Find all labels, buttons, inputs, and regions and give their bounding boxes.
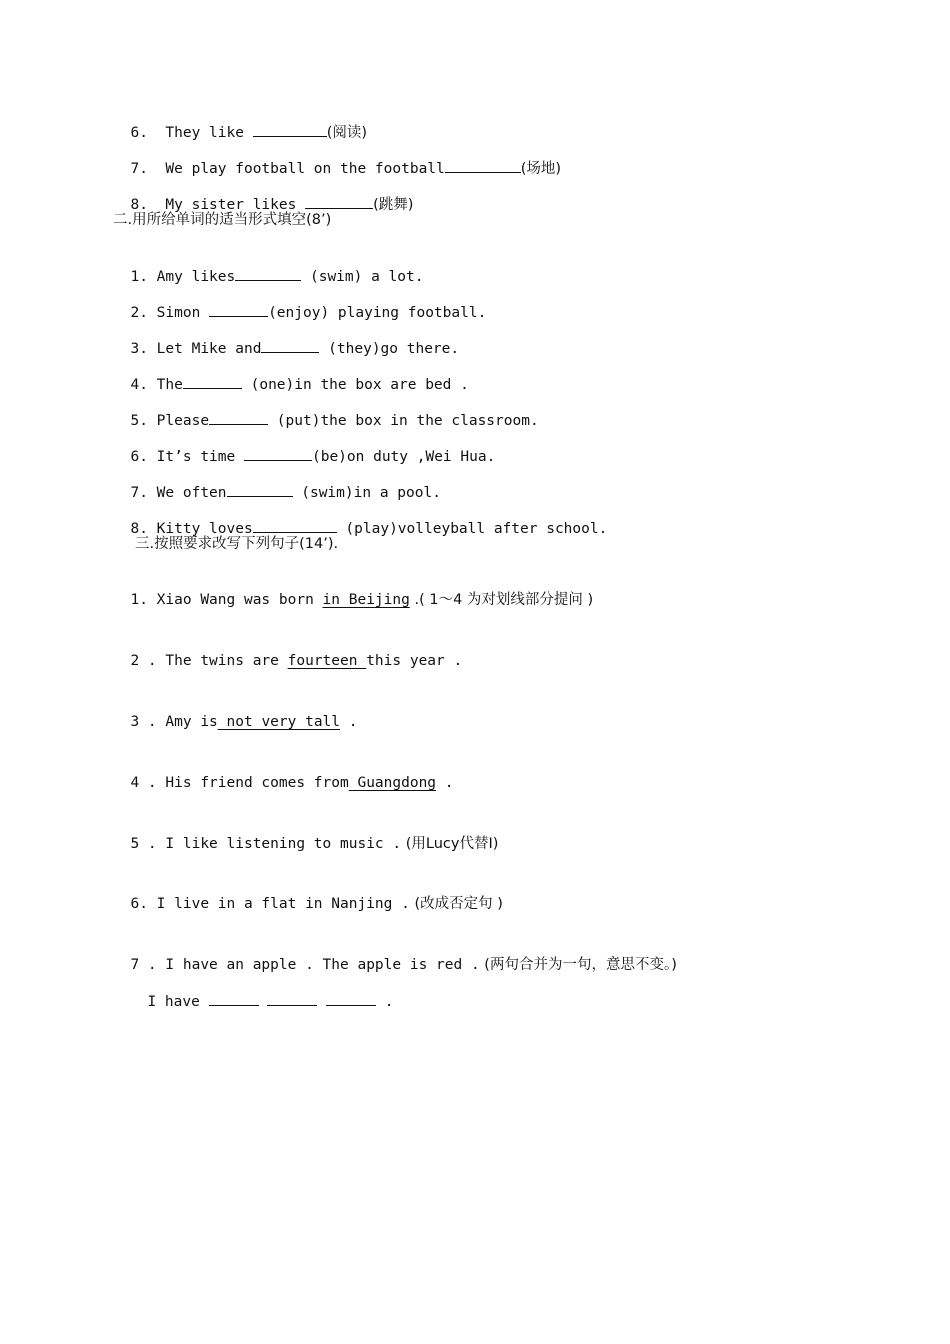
answer-blank[interactable] (253, 518, 337, 533)
p3-item-6: 6. I live in a flat in Nanjing . (改成否定句 ) (130, 896, 503, 912)
answer-blank[interactable] (305, 194, 373, 209)
answer-blank[interactable] (326, 991, 376, 1006)
underlined-phrase: not very tall (217, 714, 341, 730)
p2-item-5: 5. Please (put)the box in the classroom. (113, 390, 539, 431)
answer-blank[interactable] (209, 991, 259, 1006)
answer-blank[interactable] (183, 374, 242, 389)
p2-item-8: 8. Kitty loves (play)volleyball after school. (113, 498, 607, 539)
answer-blank[interactable] (261, 338, 319, 353)
answer-blank[interactable] (209, 410, 268, 425)
answer-blank[interactable] (209, 302, 268, 317)
answer-blank[interactable] (227, 482, 293, 497)
p3-item-2: 2 . The twins are fourteen this year . (130, 653, 463, 669)
answer-blank[interactable] (235, 266, 301, 281)
underlined-phrase: fourteen (287, 653, 367, 669)
p1-item-6: 6. They like (阅读) (113, 102, 367, 143)
p1-item-7: 7. We play football on the football (场地) (113, 138, 561, 179)
underlined-phrase: in Beijing (322, 592, 410, 608)
p2-item-1: 1. Amy likes (swim) a lot. (113, 246, 423, 287)
answer-blank[interactable] (253, 122, 327, 137)
p2-item-4: 4. The (one)in the box are bed . (113, 354, 469, 395)
p3-item-7: 7 . I have an apple . The apple is red . (两句合并为一句，意思不变。) (130, 957, 677, 973)
answer-blank[interactable] (244, 446, 312, 461)
p2-item-3: 3. Let Mike and (they)go there. (113, 318, 459, 359)
p2-item-2: 2. Simon (enjoy) playing football. (113, 282, 486, 323)
p3-item-5: 5 . I like listening to music . (用Lucy代替I) (130, 836, 499, 852)
p3-item-4: 4 . His friend comes from Guangdong . (130, 775, 454, 791)
p2-item-7: 7. We often (swim)in a pool. (113, 462, 441, 503)
p2-item-6: 6. It’s time (be)on duty ,Wei Hua. (113, 426, 495, 467)
p3-item-3: 3 . Amy is not very tall . (130, 714, 358, 730)
p1-item-8: 8. My sister likes (跳舞) (113, 174, 413, 215)
p3-item-1: 1. Xiao Wang was born in Beijing .( 1～4 为对划线部分提问 ) (130, 592, 594, 608)
p3-answer-line: I have . (130, 971, 394, 1012)
answer-blank[interactable] (267, 991, 317, 1006)
underlined-phrase: Guangdong (348, 775, 437, 791)
part2-heading: 二.用所给单词的适当形式填空(8’) (113, 212, 332, 228)
part3-heading: 三.按照要求改写下列句子(14’). (135, 536, 339, 552)
answer-blank[interactable] (445, 158, 521, 173)
